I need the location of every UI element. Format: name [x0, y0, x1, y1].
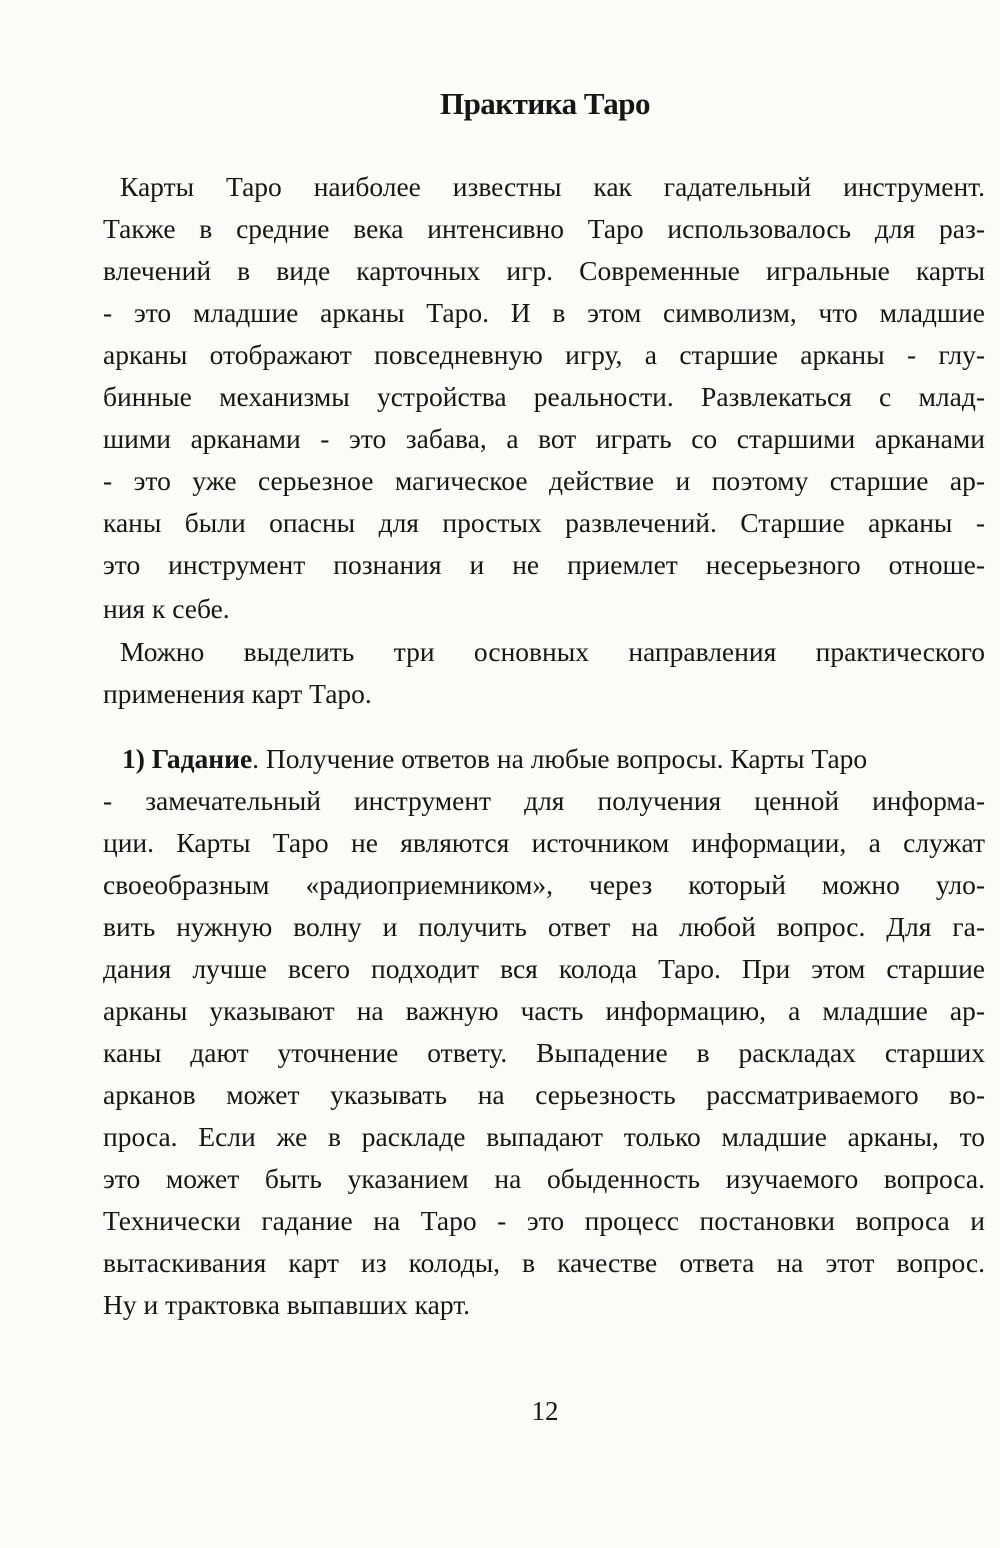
text-line: - это уже серьезное магическое действие и поэтому старшие ар- — [103, 465, 985, 496]
page-number: 12 — [531, 1396, 559, 1426]
text-line: ния к себе. — [103, 593, 230, 624]
text-line: вытаскивания карт из колоды, в качестве ответа на этот вопрос. — [103, 1247, 985, 1278]
text-line: Карты Таро наиболее известны как гадательный инструмент. — [120, 171, 985, 202]
text-line: арканов может указывать на серьезность рассматриваемого во- — [103, 1079, 985, 1110]
text-line: Также в средние века интенсивно Таро использовалось для раз- — [103, 213, 985, 244]
section-label: 1) Гадание — [122, 743, 253, 774]
text-line: шими арканами - это забава, а вот играть со старшими арканами — [103, 423, 985, 454]
text-line: вить нужную волну и получить ответ на любой вопрос. Для га- — [103, 911, 985, 942]
text-line: Ну и трактовка выпавших карт. — [103, 1289, 471, 1320]
text-line: каны дают уточнение ответу. Выпадение в раскладах старших — [103, 1037, 985, 1068]
text-line: дания лучше всего подходит вся колода Таро. При этом старшие — [103, 953, 985, 984]
page-title: Практика Таро — [439, 86, 651, 121]
text-line: это может быть указанием на обыденность изучаемого вопроса. — [103, 1163, 985, 1194]
text-line: - это младшие арканы Таро. И в этом символизм, что младшие — [103, 297, 985, 328]
text-line: Технически гадание на Таро - это процесс постановки вопроса и — [103, 1205, 985, 1236]
text-line: применения карт Таро. — [103, 678, 372, 709]
text-line: это инструмент познания и не приемлет несерьезного отноше- — [103, 549, 985, 580]
text-line: каны были опасны для простых развлечений. Старшие арканы - — [103, 507, 985, 538]
text-line: Можно выделить три основных направления практического — [120, 636, 985, 667]
text-line: влечений в виде карточных игр. Современные игральные карты — [103, 255, 985, 286]
text-line: - замечательный инструмент для получения ценной информа- — [103, 785, 985, 816]
text-line: бинные механизмы устройства реальности. Развлекаться с млад- — [103, 381, 985, 412]
text-line: своеобразным «радиоприемником», через который можно уло- — [103, 869, 985, 900]
text-line: арканы отображают повседневную игру, а старшие арканы - глу- — [103, 339, 985, 370]
text-line: проса. Если же в раскладе выпадают только младшие арканы, то — [103, 1121, 985, 1152]
text-line: ции. Карты Таро не являются источником информации, а служат — [103, 827, 985, 858]
text-line: арканы указывают на важную часть информацию, а младшие ар- — [103, 995, 985, 1026]
text-span: . Получение ответов на любые вопросы. Карты Таро — [252, 743, 868, 774]
text-line — [122, 742, 987, 776]
